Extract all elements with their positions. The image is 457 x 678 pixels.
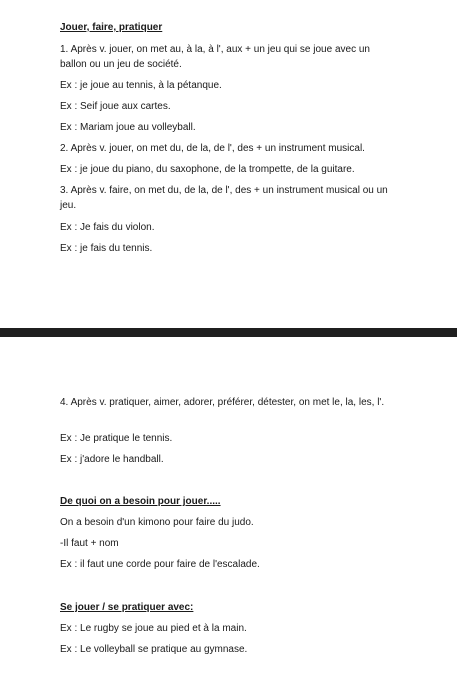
section-heading-se-jouer: Se jouer / se pratiquer avec:: [60, 602, 194, 613]
example-line: Ex : Le rugby se joue au pied et à la main.: [60, 623, 247, 634]
example-line: Ex : Le volleyball se pratique au gymnase.: [60, 644, 248, 655]
rule-4: 4. Après v. pratiquer, aimer, adorer, préférer, détester, on met le, la, les, l'.: [60, 397, 385, 408]
example-line: Ex : j'adore le handball.: [60, 454, 164, 465]
rule-1: 1. Après v. jouer, on met au, à la, à l', aux + un jeu qui se joue avec un ballon ou un jeu de société.: [60, 44, 370, 70]
example-line: Ex : Seif joue aux cartes.: [60, 101, 171, 112]
example-line: Ex : Je pratique le tennis.: [60, 433, 173, 444]
body-line: On a besoin d'un kimono pour faire du judo.: [60, 517, 254, 528]
rule-3: 3. Après v. faire, on met du, de la, de l', des + un instrument musical ou un jeu.: [60, 185, 388, 211]
example-line: Ex : je joue au tennis, à la pétanque.: [60, 80, 222, 91]
page-divider: [0, 328, 457, 337]
body-line: -Il faut + nom: [60, 538, 119, 549]
example-line: Ex : Mariam joue au volleyball.: [60, 122, 196, 133]
section-heading-besoin: De quoi on a besoin pour jouer.....: [60, 496, 221, 507]
example-line: Ex : je joue du piano, du saxophone, de la trompette, de la guitare.: [60, 164, 355, 175]
document-page-2: [0, 337, 457, 678]
section-heading-jouer-faire-pratiquer: Jouer, faire, pratiquer: [60, 22, 163, 33]
rule-2: 2. Après v. jouer, on met du, de la, de l', des + un instrument musical.: [60, 143, 365, 154]
example-line: Ex : Je fais du violon.: [60, 222, 155, 233]
document-page-1: [0, 0, 457, 328]
example-line: Ex : il faut une corde pour faire de l'escalade.: [60, 559, 260, 570]
example-line: Ex : je fais du tennis.: [60, 243, 153, 254]
